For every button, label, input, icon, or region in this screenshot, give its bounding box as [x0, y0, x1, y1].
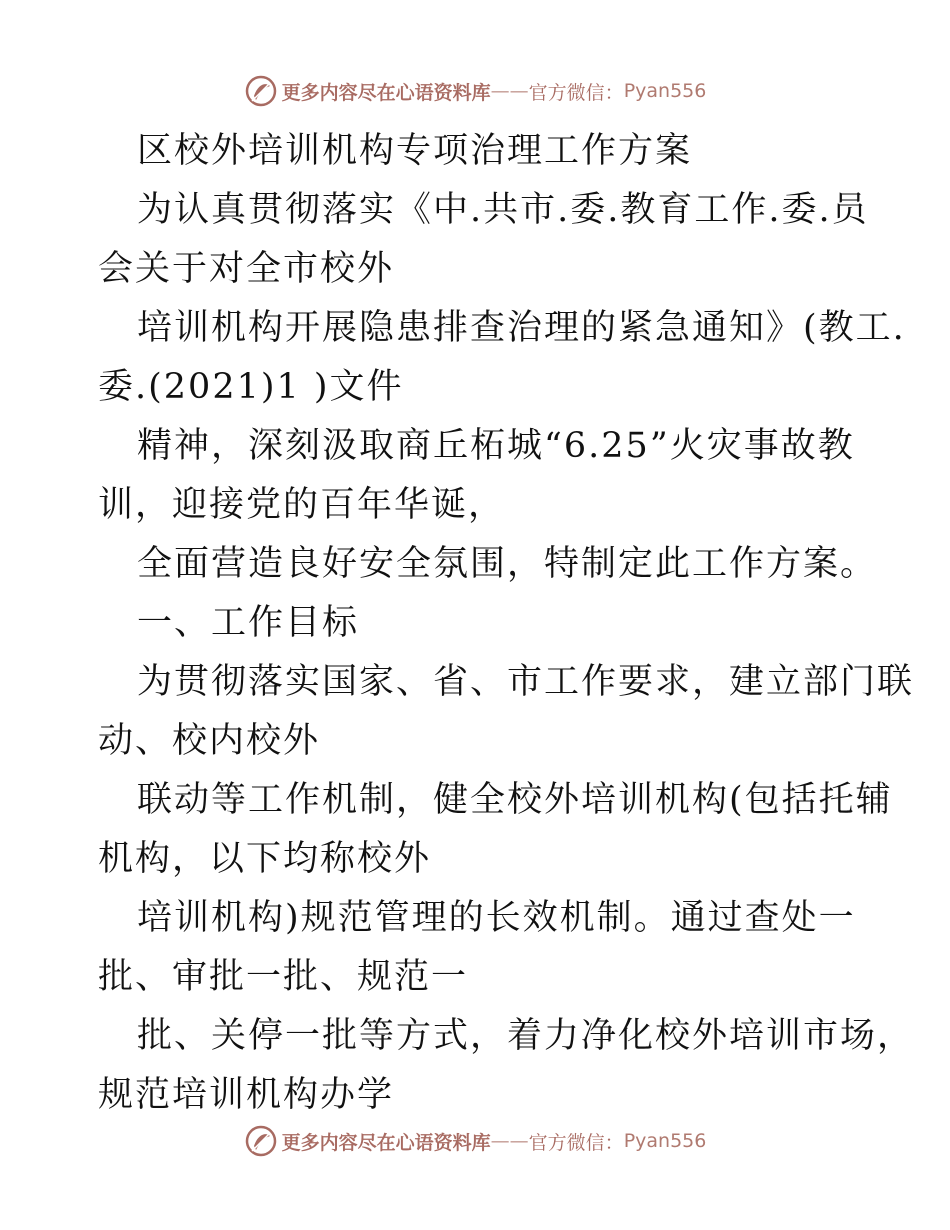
- text-line: 机构，以下均称校外: [98, 839, 432, 879]
- watermark-sub-text: 官方微信：: [528, 1131, 624, 1154]
- header-watermark: [0, 74, 950, 108]
- watermark-dash: ——: [490, 80, 529, 102]
- text-line: 区校外培训机构专项治理工作方案: [137, 131, 693, 171]
- text-line: 精神，深刻汲取商丘柘城“6.25”火灾事故教: [137, 426, 855, 466]
- text-line: 培训机构)规范管理的长效机制。通过查处一: [137, 898, 856, 938]
- text-line: 批、关停一批等方式，着力净化校外培训市场，: [137, 1016, 915, 1056]
- text-line: 培训机构开展隐患排查治理的紧急通知》(教工.: [137, 308, 906, 348]
- watermark-wechat-id: Pyan556: [623, 80, 707, 102]
- text-line: 训，迎接党的百年华诞，: [98, 485, 506, 525]
- text-line: 为认真贯彻落实《中.共市.委.教育工作.委.员: [137, 190, 869, 230]
- text-line: 批、审批一批、规范一: [98, 957, 469, 997]
- text-line: 全面营造良好安全氛围，特制定此工作方案。: [137, 544, 878, 584]
- text-line: 委.(2021)1 )文件: [98, 367, 404, 407]
- text-line: 会关于对全市校外: [98, 249, 395, 289]
- document-body: [98, 122, 915, 1125]
- logo-icon: [244, 74, 278, 108]
- logo-icon: [244, 1124, 278, 1158]
- text-line: 动、校内校外: [98, 721, 321, 761]
- text-line: 联动等工作机制，健全校外培训机构(包括托辅: [137, 780, 893, 820]
- watermark-main-text: 更多内容尽在心语资料库: [281, 1131, 491, 1154]
- text-line: 为贯彻落实国家、省、市工作要求，建立部门联: [137, 662, 915, 702]
- text-line: 规范培训机构办学: [98, 1075, 395, 1115]
- watermark-sub-text: 官方微信：: [528, 81, 624, 104]
- watermark-wechat-id: Pyan556: [623, 1130, 707, 1152]
- text-line: 一、工作目标: [137, 603, 360, 643]
- footer-watermark: [0, 1124, 950, 1158]
- watermark-dash: ——: [490, 1130, 529, 1152]
- watermark-main-text: 更多内容尽在心语资料库: [281, 81, 491, 104]
